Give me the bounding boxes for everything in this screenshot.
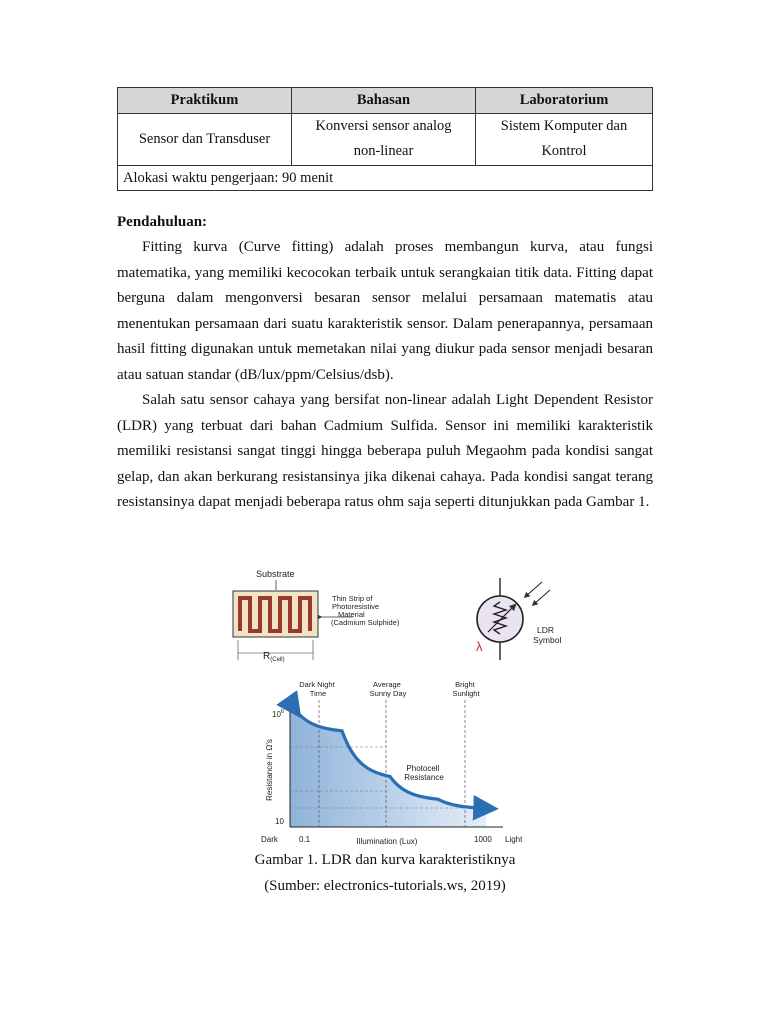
x-left-word: Dark [261,835,278,844]
header-laboratorium: Laboratorium [476,88,653,114]
y-tick-top: $10^6$ [272,709,284,719]
y-tick-bottom: 10 [275,817,284,826]
substrate-label: Substrate [256,569,295,579]
figure-source: (Sumber: electronics-tutorials.ws, 2019) [264,878,506,894]
cell-praktikum-text: Sensor dan Transduser [138,131,271,147]
light-arrow-1 [526,582,542,596]
lambda-symbol: λ [476,639,483,654]
header-praktikum: Praktikum [118,88,292,114]
ldr-characteristic-chart [261,680,523,846]
ldr-body [477,596,523,642]
x-tick-right: 1000 [474,835,492,844]
figure-caption: Gambar 1. LDR dan kurva karakteristiknya [254,852,516,868]
paragraph-1: Fitting kurva (Curve fitting) adalah proses membangun kurva, atau fungsi matematika, yang memiliki kecocokan terbaik untuk serangkaian titik data. Fitting dapat berguna dalam mengonversi besaran sensor melalui persamaan matematis atau menentukan persamaan dari suatu karakteristik sensor. Dalam penerapannya, persamaan hasil fitting digunakan untuk memetakan nilai yang diukur pada sensor menjadi besaran atau satuan standar (dB/lux/ppm/Celsius/dsb). [117,239,653,383]
x-axis-label: Illumination (Lux) [356,837,418,846]
y-axis-label: Resistance in Ω's [265,739,274,801]
cell-praktikum [118,114,292,166]
time-allocation: Alokasi waktu pengerjaan: 90 menit [118,166,653,191]
ldr-symbol-label: LDR Symbol [533,625,562,645]
ldr-figure [228,560,584,855]
r-label: $R_{(Cell)}$ [263,651,285,663]
info-table [117,87,653,191]
annot-average-day: Average Sunny Day [369,680,407,698]
annot-dark-night: Dark Night Time [299,680,335,698]
header-bahasan: Bahasan [292,88,476,114]
paragraph-2: Salah satu sensor cahaya yang bersifat non-linear adalah Light Dependent Resistor (LDR) yang terbuat dari bahan Cadmium Sulfida. Sensor ini memiliki karakteristik memiliki resistansi sangat tinggi hingga beberapa puluh Megaohm pada kondisi sangat gelap, dan akan berkurang resistansinya jika dikenai cahaya. Pada kondisi sangat terang resistansinya dapat menjadi beberapa ratus ohm saja seperti ditunjukkan pada Gambar 1. [117,392,653,510]
ldr-symbol [476,578,561,660]
annot-photocell-resistance: Photocell Resistance [404,764,444,782]
cell-laboratorium: Sistem Komputer dan Kontrol [476,114,653,166]
cell-bahasan: Konversi sensor analog non-linear [292,114,476,166]
light-arrow-2 [534,590,550,604]
ldr-cell-diagram [233,569,400,663]
strip-label: Thin Strip of Photoresistive Material (Cadmium Sulphide) [331,594,400,627]
x-right-word: Light [505,835,523,844]
x-tick-left: 0.1 [299,835,311,844]
section-heading: Pendahuluan: [117,214,208,230]
annot-bright-sunlight: Bright Sunlight [452,680,480,698]
ldr-figure-svg [228,560,584,855]
